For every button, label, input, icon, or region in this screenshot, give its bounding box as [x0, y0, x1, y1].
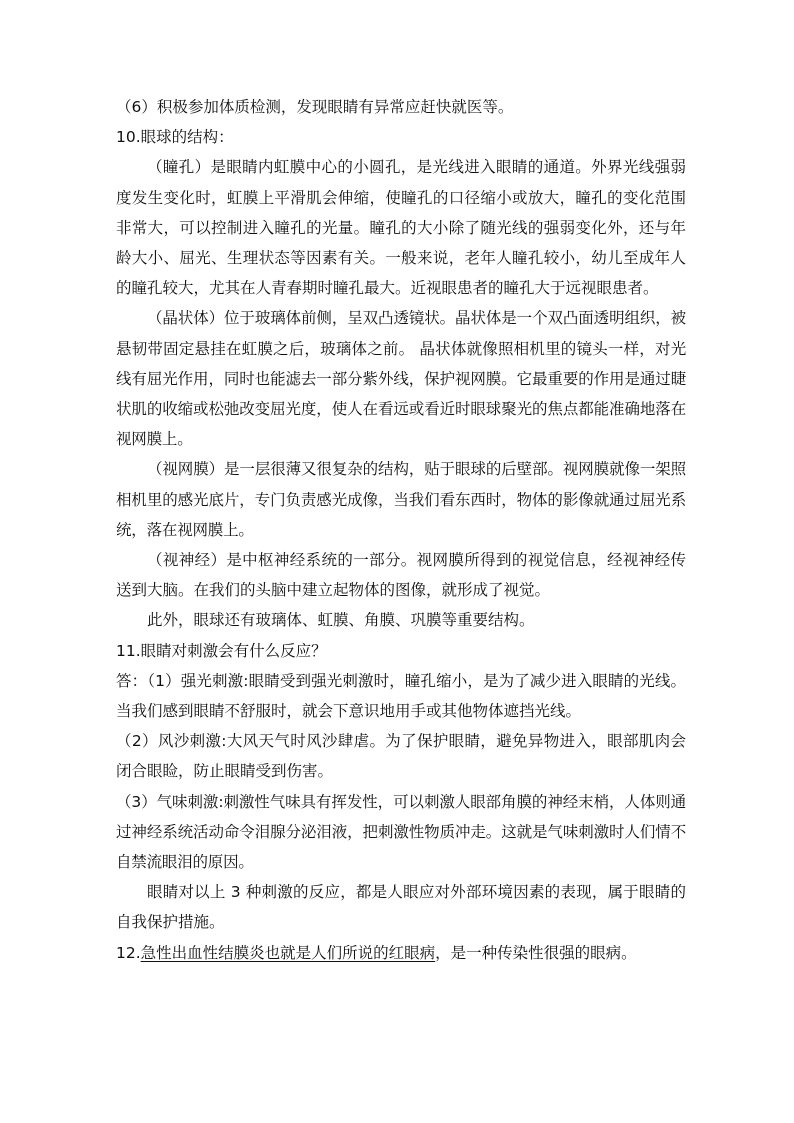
paragraph-other-structures: 此外，眼球还有玻璃体、虹膜、角膜、巩膜等重要结构。 [147, 611, 535, 630]
paragraph-retina: （视网膜）是一层很薄又很复杂的结构，贴于眼球的后壁部。视网膜就像一架照相机里的感光底片，专门负责感光成像，当我们看东西时，物体的影像就通过屈光系统，落在视网膜上。 [116, 460, 686, 539]
heading-eyeball-structure: 10.眼球的结构： [116, 128, 234, 147]
paragraph-pupil: （瞳孔）是眼睛内虹膜中心的小圆孔，是光线进入眼睛的通道。外界光线强弱度发生变化时，虹膜上平滑肌会伸缩，使瞳孔的口径缩小或放大，瞳孔的变化范围非常大，可以控制进入瞳孔的光量。瞳孔的大小除了随光线的强弱变化外，还与年龄大小、屈光、生理状态等因素有关。一般来说，老年人瞳孔较小，幼儿至成年人的瞳孔较大，尤其在人青春期时瞳孔最大。近视眼患者的瞳孔大于远视眼患者。 [116, 158, 686, 298]
answer-wind-sand: （2）风沙刺激:大风天气时风沙肆虐。为了保护眼睛，避免异物进入，眼部肌肉会闭合眼睑，防止眼睛受到伤害。 [116, 732, 686, 781]
paragraph-lens: （晶状体）位于玻璃体前侧，呈双凸透镜状。晶状体是一个双凸面透明组织，被悬韧带固定悬挂在虹膜之后，玻璃体之前。 晶状体就像照相机里的镜头一样，对光线有屈光作用，同时也能滤去一部分紫外线，保护视网膜。它最重要的作用是通过睫状肌的收缩或松弛改变屈光度，使人在看远或看近时眼球聚光的焦点都能准确地落在视网膜上。 [116, 309, 686, 449]
answer-strong-light: 答：（1）强光刺激:眼睛受到强光刺激时，瞳孔缩小，是为了减少进入眼睛的光线。当我们感到眼睛不舒服时，就会下意识地用手或其他物体遮挡光线。 [116, 671, 686, 721]
answer-odor: （3）气味刺激:刺激性气味具有挥发性，可以刺激人眼部角膜的神经末梢，人体则通过神经系统活动命令泪腺分泌泪液，把刺激性物质冲走。这就是气味刺激时人们情不自禁流眼泪的原因。 [116, 792, 686, 872]
item-12-rest: ，是一种传染性很强的眼病。 [435, 943, 637, 962]
item-12-pink-eye [116, 938, 686, 968]
document-page [116, 92, 686, 968]
heading-eye-reactions: 11.眼睛对刺激会有什么反应？ [116, 641, 327, 660]
paragraph-self-protection: 眼睛对以上 3 种刺激的反应，都是人眼应对外部环境因素的表现，属于眼睛的自我保护措施。 [116, 883, 686, 932]
item-12-number: 12. [116, 943, 141, 962]
item-6-health-check: （6）积极参加体质检测，发现眼睛有异常应赶快就医等。 [116, 98, 514, 116]
paragraph-optic-nerve: （视神经）是中枢神经系统的一部分。视网膜所得到的视觉信息，经视神经传送到大脑。在我们的头脑中建立起物体的图像，就形成了视觉。 [116, 551, 686, 600]
item-12-underlined-term: 急性出血性结膜炎也就是人们所说的红眼病 [140, 943, 436, 962]
